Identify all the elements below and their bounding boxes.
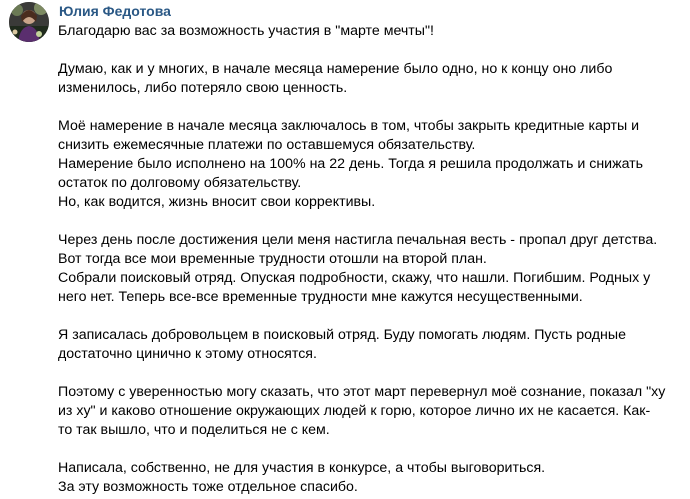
text-line: Вот тогда все мои временные трудности отошли на второй план. [58, 251, 487, 267]
text-line: Поэтому с уверенностью могу сказать, что этот март перевернул моё сознание, показал "ху [58, 384, 666, 400]
text-line: Думаю, как и у многих, в начале месяца намерение было одно, но к концу оно либо [58, 61, 613, 77]
text-line: Намерение было исполнено на 100% на 22 день. Тогда я решила продолжать и снижать [58, 156, 644, 172]
text-line: Но, как водится, жизнь вносит свои коррективы. [58, 194, 376, 210]
message-paragraph [58, 231, 688, 307]
text-line: Написала, собственно, не для участия в конкурсе, а чтобы выговориться. [58, 460, 546, 476]
text-line: изменилось, либо потеряло свою ценность. [58, 80, 348, 96]
text-line: Моё намерение в начале месяца заключалось в том, чтобы закрыть кредитные карты и [58, 118, 640, 134]
text-line: За эту возможность тоже отдельное спасибо. [58, 479, 358, 495]
avatar[interactable] [9, 2, 49, 42]
text-line: Через день после достижения цели меня настигла печальная весть - пропал друг детства. [58, 232, 658, 248]
text-line: достаточно цинично к этому относятся. [58, 346, 317, 362]
message-paragraph [58, 383, 688, 440]
message-paragraph [58, 22, 688, 41]
message-text [58, 22, 688, 497]
text-line: Собрали поисковый отряд. Опуская подробности, скажу, что нашли. Погибшим. Родных у [58, 270, 651, 286]
user-photo-avatar-icon [9, 2, 49, 42]
text-line: остаток по долговому обязательству. [58, 175, 302, 191]
message-paragraph [58, 60, 688, 98]
text-line: Я записалась добровольцем в поисковый отряд. Буду помогать людям. Пусть родные [58, 327, 626, 343]
text-line: Благодарю вас за возможность участия в "марте мечты"! [58, 23, 434, 39]
message-author-name[interactable]: Юлия Федотова [59, 3, 171, 19]
message-paragraph [58, 459, 688, 497]
message-paragraph [58, 326, 688, 364]
text-line: него нет. Теперь все-все временные трудности мне кажутся несущественными. [58, 289, 583, 305]
message-paragraph [58, 117, 688, 212]
text-line: то так вышло, что и поделиться не с кем. [58, 422, 330, 438]
text-line: снизить ежемесячные платежи по оставшемуся обязательству. [58, 137, 476, 153]
text-line: из ху" и каково отношение окружающих людей к горю, которое лично их не касается. Как- [58, 403, 651, 419]
